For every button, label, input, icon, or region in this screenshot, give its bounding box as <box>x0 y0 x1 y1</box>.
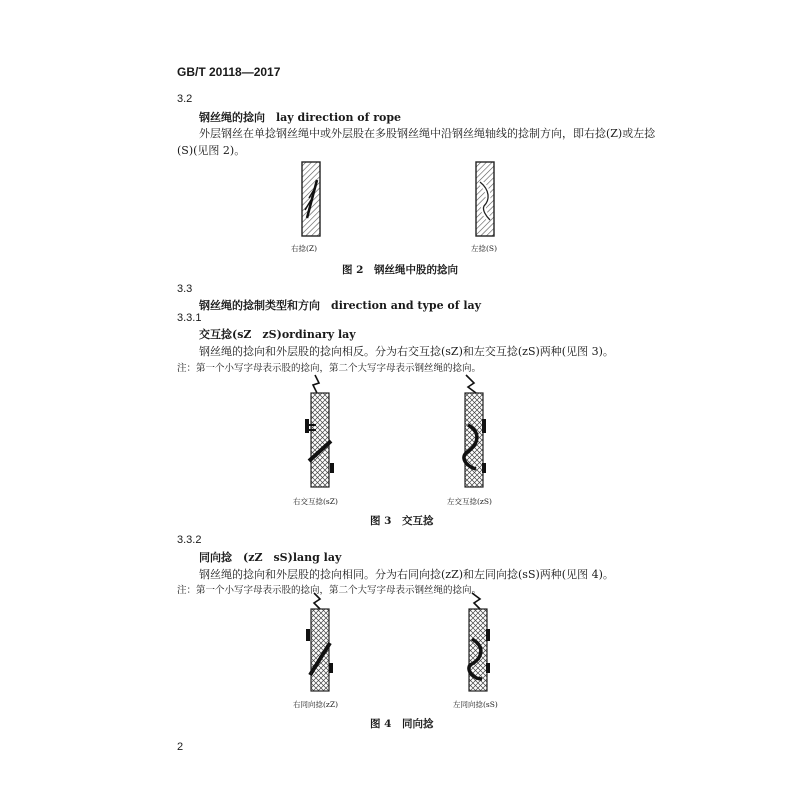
section-number-3-2: 3.2 <box>177 93 193 105</box>
fig4-caption: 图 4 同向捻 <box>370 718 434 730</box>
ordinary-lay-note: 注：第一个小写字母表示股的捻向，第二个大写字母表示钢丝绳的捻向。 <box>177 363 482 374</box>
page-number: 2 <box>177 741 184 753</box>
fig3-left-label: 右交互捻(sZ) <box>293 497 338 506</box>
term-lay-direction: 钢丝绳的捻向 lay direction of rope <box>199 111 402 124</box>
fig2-right-label: 左捻(S) <box>471 244 497 253</box>
figure-2-right-lay <box>285 160 335 240</box>
figure-3-left-ordinary-lay <box>452 375 502 495</box>
ordinary-lay-text: 钢丝绳的捻向和外层股的捻向相反。分为右交互捻(sZ)和左交互捻(zS)两种(见图 3)。 <box>199 345 614 358</box>
definition-text-line2: (S)(见图 2)。 <box>177 144 246 157</box>
fig3-right-label: 左交互捻(zS) <box>447 497 492 506</box>
figure-4-right-lang-lay <box>296 593 346 697</box>
figure-4-left-lang-lay <box>458 593 508 697</box>
figure-2-left-lay <box>460 160 510 240</box>
section-number-3-3-1: 3.3.1 <box>177 312 202 324</box>
fig2-caption: 图 2 钢丝绳中股的捻向 <box>342 264 458 276</box>
term-lang-lay: 同向捻 (zZ sS)lang lay <box>199 551 342 564</box>
fig4-left-label: 右同向捻(zZ) <box>293 700 339 709</box>
fig2-left-label: 右捻(Z) <box>291 244 318 253</box>
section-number-3-3: 3.3 <box>177 283 193 295</box>
term-ordinary-lay: 交互捻(sZ zS)ordinary lay <box>199 328 356 341</box>
section-number-3-3-2: 3.3.2 <box>177 534 202 546</box>
fig4-right-label: 左同向捻(sS) <box>453 700 498 709</box>
definition-text-line1: 外层钢丝在单捻钢丝绳中或外层股在多股钢丝绳中沿钢丝绳轴线的捻制方向，即右捻(Z)或左捻 <box>199 127 656 140</box>
term-type-of-lay: 钢丝绳的捻制类型和方向 direction and type of lay <box>199 299 482 312</box>
lang-lay-note: 注：第一个小写字母表示股的捻向，第二个大写字母表示钢丝绳的捻向。 <box>177 585 482 596</box>
standard-id: GB/T 20118—2017 <box>177 65 281 79</box>
lang-lay-text: 钢丝绳的捻向和外层股的捻向相同。分为右同向捻(zZ)和左同向捻(sS)两种(见图 4)。 <box>199 568 614 581</box>
fig3-caption: 图 3 交互捻 <box>370 515 434 527</box>
figure-3-right-ordinary-lay <box>295 375 345 495</box>
